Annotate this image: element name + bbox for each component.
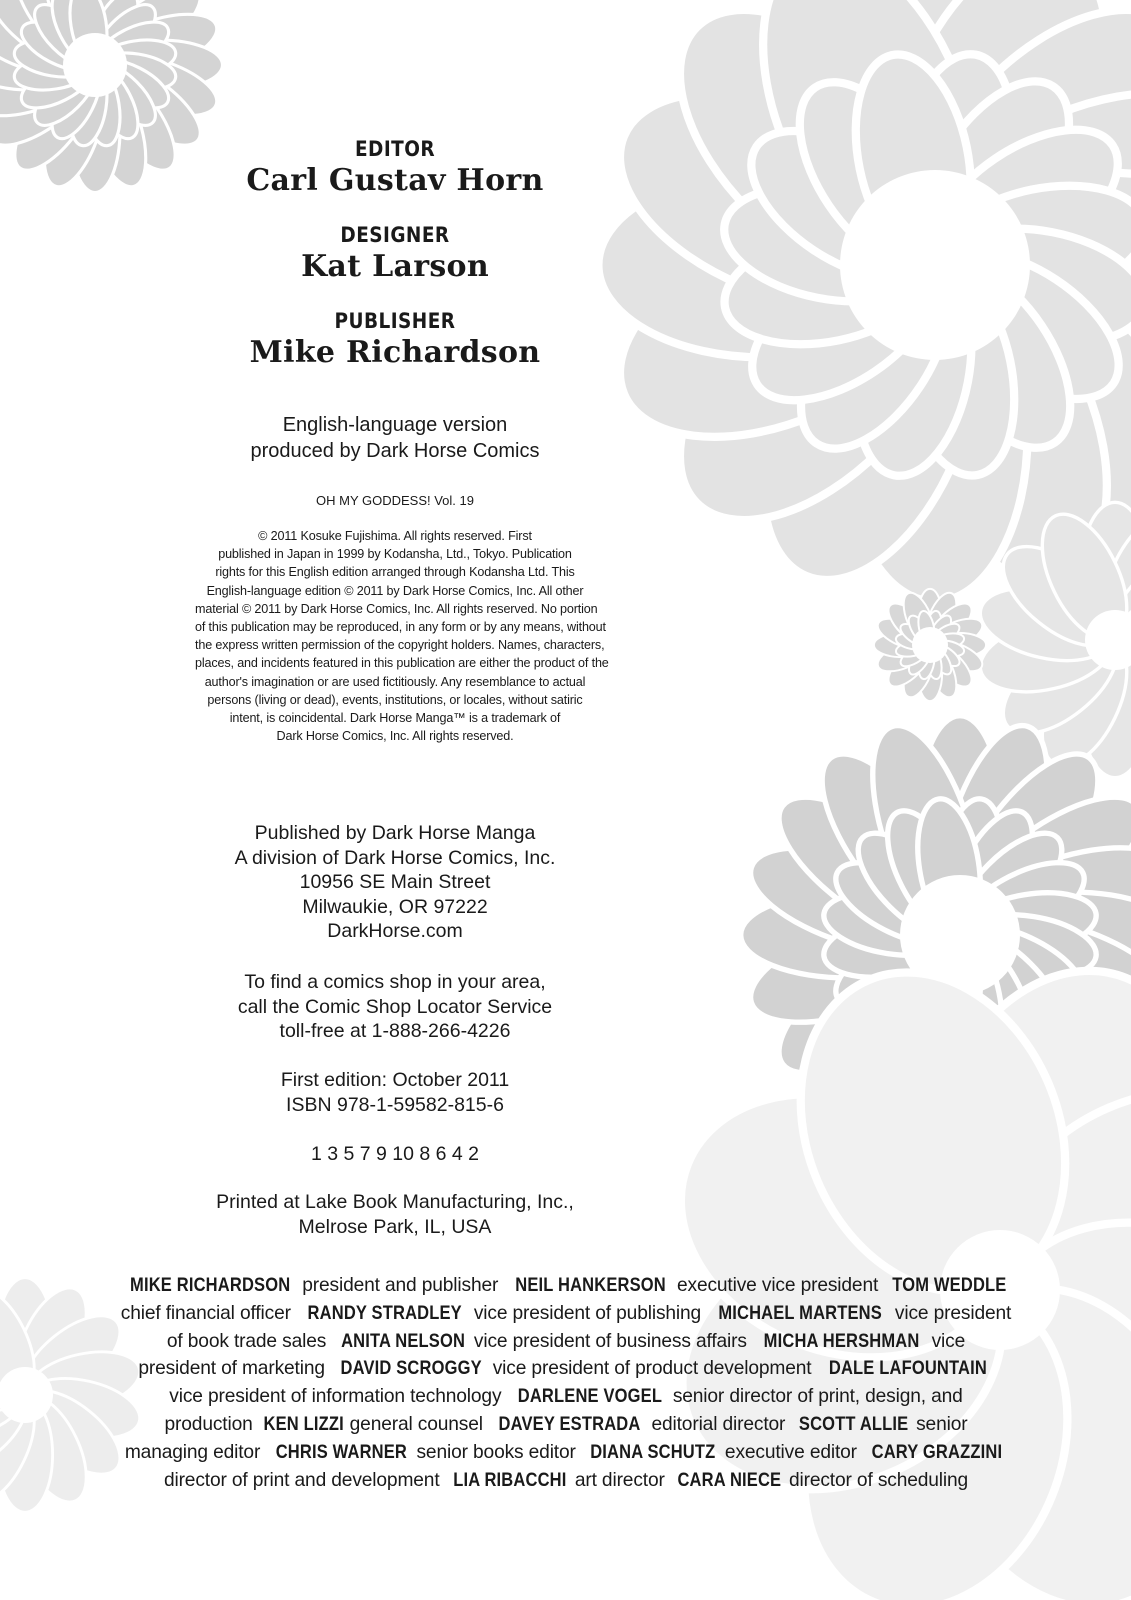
copyright-line: English-language edition © 2011 by Dark Horse Comics, Inc. All other [206, 583, 584, 598]
staff-title: general counsel [349, 1413, 483, 1435]
credit-editor [195, 136, 595, 200]
copyright-line: the express written permission of the copyright holders. Names, characters, [195, 638, 605, 653]
staff-line [85, 1355, 1047, 1383]
staff-title: executive editor [724, 1441, 857, 1463]
credit-role: PUBLISHER [334, 309, 456, 333]
copyright-line: © 2011 Kosuke Fujishima. All rights reserved. First [258, 529, 532, 543]
credit-name: Kat Larson [301, 249, 489, 284]
copyright-line: Dark Horse Comics, Inc. All rights reserved. [276, 729, 514, 744]
staff-line [85, 1328, 1047, 1356]
staff-title: director of scheduling [788, 1469, 969, 1491]
copyright-line: rights for this English edition arranged through Kodansha Ltd. This [215, 565, 575, 580]
staff-name: DARLENE VOGEL [517, 1386, 662, 1408]
shop-locator-line: call the Comic Shop Locator Service [237, 995, 553, 1018]
staff-name: CARY GRAZZINI [871, 1441, 1003, 1463]
production-note-line: produced by Dark Horse Comics [250, 440, 540, 462]
staff-line [85, 1300, 1047, 1328]
staff-name: MIKE RICHARDSON [129, 1275, 291, 1296]
staff-name: MICHAEL MARTENS [718, 1302, 883, 1324]
staff-title: director of print and development [163, 1469, 440, 1491]
staff-title: production [164, 1413, 253, 1435]
staff-title: managing editor [124, 1441, 261, 1463]
printer-line: Melrose Park, IL, USA [298, 1215, 492, 1238]
address-line: 10956 SE Main Street [299, 871, 491, 893]
copyright-line: author's imagination or are used fictitiously. Any resemblance to actual [204, 674, 586, 689]
staff-title: vice president [894, 1302, 1012, 1324]
staff-title: executive vice president [676, 1275, 879, 1296]
copyright-notice [195, 527, 609, 745]
address-line: A division of Dark Horse Comics, Inc. [234, 846, 556, 869]
staff-title: president of marketing [138, 1358, 325, 1380]
staff-title: editorial director [651, 1413, 786, 1435]
credit-publisher [195, 308, 595, 372]
staff-line [85, 1411, 1047, 1439]
staff-line [85, 1467, 1047, 1495]
staff-name: NEIL HANKERSON [514, 1275, 666, 1296]
staff-title: senior books editor [416, 1441, 576, 1463]
printer-line: Printed at Lake Book Manufacturing, Inc., [216, 1191, 574, 1213]
staff-name: DIANA SCHUTZ [590, 1441, 716, 1463]
staff-name: CARA NIECE [677, 1469, 782, 1491]
address-line: DarkHorse.com [327, 920, 463, 942]
credit-role: EDITOR [354, 137, 436, 161]
printing-line: 1 3 5 7 9 10 8 6 4 2 [310, 1143, 480, 1165]
staff-name: CHRIS WARNER [275, 1441, 407, 1463]
staff-name: LIA RIBACCHI [453, 1469, 567, 1491]
address-line: Published by Dark Horse Manga [254, 822, 536, 844]
staff-title: senior director of print, design, and [672, 1386, 963, 1408]
staff-title: vice president of information technology [169, 1386, 502, 1408]
staff-title: vice president of product development [492, 1358, 812, 1380]
shop-locator-line: To find a comics shop in your area, [244, 971, 546, 993]
staff-list [85, 1272, 1047, 1494]
staff-name: KEN LIZZI [263, 1413, 344, 1435]
volume-title: OH MY GODDESS! Vol. 19 [316, 493, 474, 508]
staff-title: vice president of business affairs [473, 1330, 747, 1352]
credits-block [195, 136, 595, 372]
credit-name: Mike Richardson [249, 335, 541, 370]
address-line: Milwaukie, OR 97222 [302, 895, 488, 918]
staff-title: art director [574, 1469, 665, 1491]
copyright-line: published in Japan in 1999 by Kodansha, Ltd., Tokyo. Publication [218, 547, 572, 562]
staff-line [85, 1272, 1047, 1300]
staff-name: DAVID SCROGGY [340, 1358, 483, 1380]
edition-info [195, 1068, 595, 1117]
staff-name: ANITA NELSON [340, 1330, 465, 1352]
copyright-line: places, and incidents featured in this publication are either the product of the [195, 656, 609, 671]
staff-name: SCOTT ALLIE [798, 1413, 909, 1435]
shop-locator [195, 970, 595, 1044]
staff-name: DAVEY ESTRADA [498, 1413, 641, 1435]
copyright-line: persons (living or dead), events, institutions, or locales, without satiric [207, 692, 583, 707]
copyright-line: material © 2011 by Dark Horse Comics, Inc. All rights reserved. No portion [195, 601, 598, 616]
staff-name: TOM WEDDLE [891, 1275, 1007, 1296]
staff-title: president and publisher [302, 1275, 499, 1296]
staff-title: of book trade sales [166, 1330, 327, 1352]
copyright-line: of this publication may be reproduced, in any form or by any means, without [195, 620, 606, 635]
production-note-line: English-language version [282, 414, 508, 436]
production-note [195, 412, 595, 464]
staff-title: chief financial officer [120, 1302, 291, 1324]
staff-line [85, 1383, 1047, 1411]
printer-info [195, 1190, 595, 1239]
staff-title: vice [931, 1330, 966, 1352]
staff-name: DALE LAFOUNTAIN [828, 1358, 987, 1380]
staff-name: RANDY STRADLEY [307, 1302, 463, 1324]
shop-locator-line: toll-free at 1-888-266-4226 [279, 1020, 511, 1042]
credit-designer [195, 222, 595, 286]
publisher-address [195, 821, 595, 944]
staff-title: senior [916, 1413, 968, 1435]
credit-role: DESIGNER [340, 223, 450, 247]
credit-name: Carl Gustav Horn [246, 163, 544, 198]
staff-title: vice president of publishing [473, 1302, 702, 1324]
edition-line: First edition: October 2011 [280, 1069, 510, 1091]
copyright-line: intent, is coincidental. Dark Horse Manga™ is a trademark of [229, 711, 561, 726]
staff-line [85, 1439, 1047, 1467]
staff-name: MICHA HERSHMAN [763, 1330, 920, 1352]
isbn: ISBN 978-1-59582-815-6 [286, 1093, 504, 1116]
